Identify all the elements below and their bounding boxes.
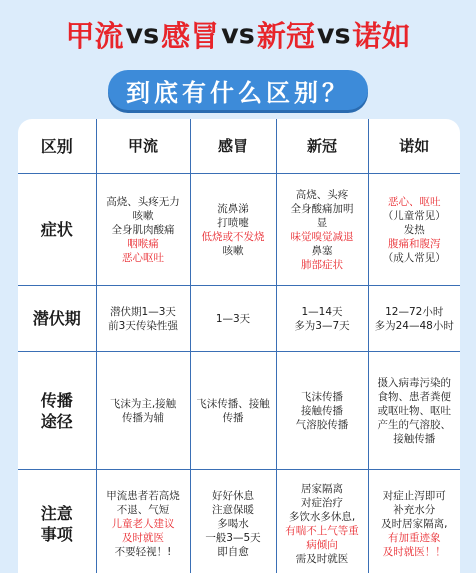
title-norovirus: 诺如 — [352, 18, 411, 53]
cell-text-line: 恶心、呕吐 — [388, 195, 441, 208]
row-label: 潜伏期 — [18, 286, 96, 352]
cell-text-line: 流鼻涕 — [217, 202, 249, 215]
cell-text-line: 及时居家隔离, — [381, 517, 448, 530]
table-cell — [368, 286, 460, 352]
cell-text-line: 即自愈 — [217, 545, 249, 558]
title-vs: vs — [221, 18, 255, 50]
table-cell — [96, 174, 190, 286]
cell-text-line: 有加重迹象 — [388, 531, 441, 544]
cell-text-line: 不退、气短 — [116, 503, 170, 516]
table-row — [18, 470, 460, 573]
cell-text-line: 及时就医 — [122, 531, 164, 544]
cell-text-line: 传播为辅 — [122, 411, 164, 424]
cell-text-line: 咳嗽 — [132, 209, 154, 222]
cell-text-line: 及时就医！！ — [382, 545, 446, 558]
table-cell — [190, 286, 276, 352]
table-cell — [368, 352, 460, 470]
cell-text-line: 居家隔离 — [301, 482, 343, 495]
row-label-line: 事项 — [40, 524, 73, 544]
cell-text-line: 气溶胶传播 — [295, 418, 349, 431]
cell-text-line: 腹痛和腹泻 — [388, 237, 441, 250]
table-cell — [190, 174, 276, 286]
table-cell — [276, 286, 368, 352]
page-title — [0, 6, 476, 62]
cell-text-line: 食物、患者粪便 — [377, 390, 451, 403]
cell-text-line: 接触传播 — [301, 404, 343, 417]
table-row — [18, 286, 460, 352]
cell-text-line: 前3天传染性强 — [108, 319, 178, 332]
row-label — [18, 352, 96, 470]
cell-text-line: 12—72小时 — [385, 305, 444, 318]
table-row — [18, 352, 460, 470]
table-cell — [368, 174, 460, 286]
cell-text-line: 对症止泻即可 — [382, 489, 446, 502]
row-label-line: 途径 — [40, 411, 73, 431]
table-cell — [276, 174, 368, 286]
cell-text-line: 病倾向 — [306, 538, 338, 551]
comparison-table — [18, 119, 460, 573]
cell-text-line: 恶心呕吐 — [122, 251, 164, 264]
cell-text-line: 补充水分 — [393, 503, 436, 516]
row-label: 症状 — [18, 174, 96, 286]
header-cell: 区别 — [18, 119, 96, 174]
cell-text-line: 甲流患者若高烧 — [106, 489, 180, 502]
cell-text-line: 飞沫传播 — [301, 390, 343, 403]
cell-text-line: 一般3—5天 — [205, 531, 261, 544]
cell-text-line: 飞沫传播、接触 — [196, 397, 270, 410]
cell-text-line: 咽喉痛 — [127, 237, 159, 250]
cell-text-line: 多为3—7天 — [294, 319, 350, 332]
cell-text-line: 好好休息 — [212, 489, 254, 502]
cell-text-line: 高烧、头疼 — [295, 188, 349, 201]
row-label-line: 注意 — [40, 503, 73, 523]
cell-text-line: 1—14天 — [301, 305, 343, 318]
title-cold: 感冒 — [161, 18, 220, 53]
header-cell: 甲流 — [96, 119, 190, 174]
cell-text-line: 产生的气溶胶、 — [377, 418, 451, 431]
table-cell — [190, 352, 276, 470]
table-cell — [96, 352, 190, 470]
cell-text-line: （成人常见） — [382, 251, 446, 264]
table-cell — [276, 470, 368, 573]
cell-text-line: 对症治疗 — [301, 496, 343, 509]
cell-text-line: 注意保暖 — [212, 503, 254, 516]
header-cell: 新冠 — [276, 119, 368, 174]
row-label-line: 传播 — [40, 390, 73, 410]
title-flu-a: 甲流 — [65, 18, 124, 53]
cell-text-line: 1—3天 — [215, 312, 251, 325]
header-cell: 感冒 — [190, 119, 276, 174]
cell-text-line: 打喷嚏 — [217, 216, 249, 229]
cell-text-line: 发热 — [403, 223, 425, 236]
table-cell — [190, 470, 276, 573]
subtitle-banner: 到底有什么区别？ — [108, 70, 368, 110]
cell-text-line: 鼻塞 — [311, 244, 333, 257]
table-cell — [96, 470, 190, 573]
cell-text-line: 味觉嗅觉减退 — [290, 230, 354, 243]
cell-text-line: 低烧或不发烧 — [201, 230, 265, 243]
table-row — [18, 174, 460, 286]
table-cell — [368, 470, 460, 573]
cell-text-line: 儿童老人建议 — [111, 517, 175, 530]
cell-text-line: 显 — [316, 216, 328, 229]
cell-text-line: 潜伏期1—3天 — [110, 305, 176, 318]
cell-text-line: 有喘不上气等重 — [285, 524, 359, 537]
title-vs: vs — [316, 18, 351, 50]
cell-text-line: 多喝水 — [217, 517, 249, 530]
cell-text-line: 摄入病毒污染的 — [377, 376, 451, 389]
row-label — [18, 470, 96, 573]
cell-text-line: 多饮水多休息, — [288, 510, 356, 523]
title-covid: 新冠 — [256, 18, 315, 53]
comparison-card — [18, 119, 460, 573]
cell-text-line: 飞沫为主,接触 — [109, 397, 177, 410]
table-cell — [276, 352, 368, 470]
cell-text-line: 咳嗽 — [222, 244, 244, 257]
cell-text-line: 全身肌肉酸痛 — [111, 223, 175, 236]
cell-text-line: 需及时就医 — [295, 552, 349, 565]
cell-text-line: 或呕吐物、呕吐 — [377, 404, 451, 417]
cell-text-line: 传播 — [222, 411, 244, 424]
cell-text-line: 多为24—48小时 — [374, 319, 454, 332]
cell-text-line: 全身酸痛加明 — [290, 202, 354, 215]
cell-text-line: 高烧、头疼无力 — [106, 195, 180, 208]
cell-text-line: （儿童常见） — [382, 209, 446, 222]
header-cell: 诺如 — [368, 119, 460, 174]
title-vs: vs — [125, 18, 160, 50]
cell-text-line: 不要轻视！! — [114, 545, 172, 558]
table-cell — [96, 286, 190, 352]
cell-text-line: 肺部症状 — [301, 258, 343, 271]
cell-text-line: 接触传播 — [393, 432, 436, 445]
table-header-row — [18, 119, 460, 174]
